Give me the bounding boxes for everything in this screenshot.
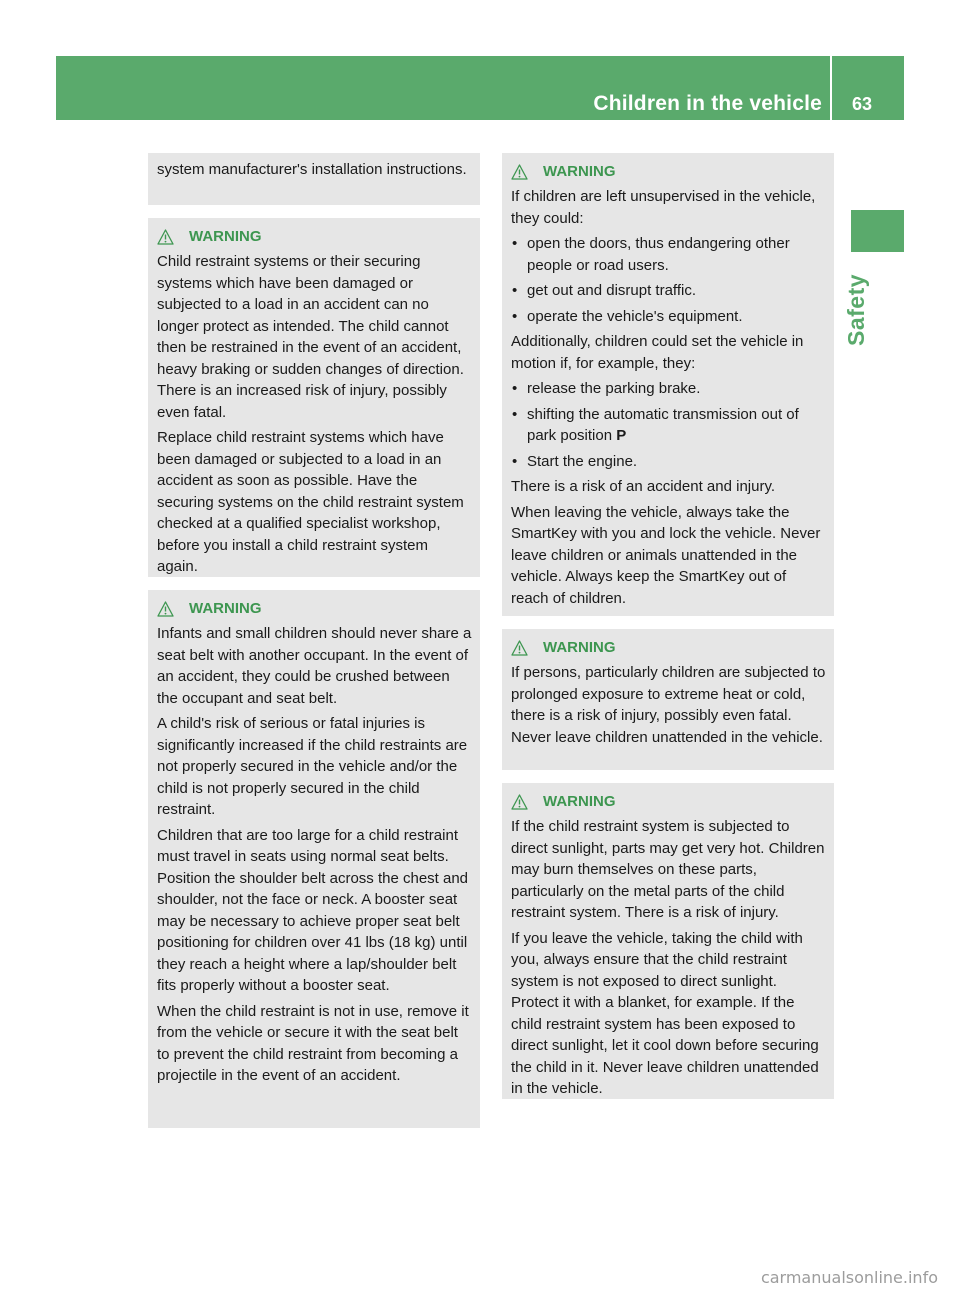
bullet-list [511,233,826,327]
warning-label: WARNING [543,163,616,181]
warning-heading [157,226,472,248]
continuation-text: system manufacturer's installation instructions. [157,161,467,178]
warning-box-unsupervised-children [502,153,834,616]
continuation-box [148,153,480,205]
warning-heading [511,637,826,659]
warning-heading [511,161,826,183]
warning-box-direct-sunlight [502,783,834,1099]
warning-paragraph: If persons, particularly children are subjected to prolonged exposure to extreme heat or cold, there is a risk of injury, possibly even fatal. Never leave children unattended in the vehicle. [511,664,826,746]
warning-paragraph: When the child restraint is not in use, remove it from the vehicle or secure it with the seat belt to prevent the child restraint from becoming a projectile in the event of an accident. [157,1002,469,1084]
list-item-text: shifting the automatic transmission out of park position [527,405,799,444]
warning-paragraph: If children are left unsupervised in the vehicle, they could: [511,188,816,227]
side-tab-label: Safety [843,273,869,346]
warning-triangle-icon [511,794,528,810]
page-header [56,56,904,120]
list-item [511,404,826,447]
warning-paragraph: A child's risk of serious or fatal injuries is significantly increased if the child restraints are not properly secured in the vehicle and/or the child is not properly secured in the child restraint. [157,715,468,818]
warning-paragraph: Infants and small children should never share a seat belt with another occupant. In the event of an accident, they could be crushed between the occupant and seat belt. [157,625,472,707]
warning-label: WARNING [189,228,262,246]
warning-heading [511,791,826,813]
list-item: • operate the vehicle's equipment. [511,306,826,328]
warning-label: WARNING [189,600,262,618]
warning-paragraph: When leaving the vehicle, always take the SmartKey with you and lock the vehicle. Never leave children or animals unattended in the vehicle. Always keep the SmartKey out of reach of children. [511,503,821,607]
warning-paragraph: Replace child restraint systems which have been damaged or subjected to a load in an accident as soon as possible. Have the securing systems on the child restraint system checked at a qualified specialist workshop, before you install a child restraint system again. [157,429,464,575]
warning-heading [157,598,472,620]
side-tab-marker [851,210,904,252]
warning-triangle-icon [511,640,528,656]
warning-box-extreme-temperature [502,629,834,770]
warning-label: WARNING [543,639,616,657]
warning-box-seat-belt-sharing [148,590,480,1128]
warning-triangle-icon [157,229,174,245]
warning-paragraph: There is a risk of an accident and injury. [511,478,776,495]
warning-label: WARNING [543,793,616,811]
list-item: • get out and disrupt traffic. [511,280,826,302]
list-item: • release the parking brake. [511,378,826,400]
list-item: • Start the engine. [511,451,826,473]
warning-box-damaged-restraints [148,218,480,577]
warning-paragraph: Children that are too large for a child restraint must travel in seats using normal seat belts. Position the shoulder belt across the chest and shoulder, not the face or neck. A booster seat may be necessary to achieve proper seat belt positioning for children over 41 lbs (18 kg) until they reach a height where a lap/shoulder belt fits properly without a booster seat. [157,826,469,994]
section-title: Children in the vehicle [593,92,822,115]
warning-triangle-icon [511,164,528,180]
warning-paragraph: If you leave the vehicle, taking the child with you, always ensure that the child restraint system is not exposed to direct sunlight. Protect it with a blanket, for example. If the child restraint system has been exposed to direct sunlight, let it cool down before securing the child in it. Never leave children unattended in the vehicle. [511,929,819,1097]
warning-paragraph: Child restraint systems or their securing systems which have been damaged or subjected to a load in an accident can no longer protect as intended. The child cannot then be restrained in the event of an accident, heavy braking or sudden changes of direction. There is an increased risk of injury, possibly even fatal. [157,253,464,421]
bullet-list [511,378,826,472]
warning-paragraph: Additionally, children could set the vehicle in motion if, for example, they: [511,333,804,372]
header-divider [830,56,832,120]
warning-paragraph: If the child restraint system is subjected to direct sunlight, parts may get very hot. Children may burn themselves on these parts, particularly on the metal parts of the child restraint system. There is a risk of injury. [511,818,825,921]
list-item: • open the doors, thus endangering other people or road users. [511,233,826,276]
park-position-letter: P [616,427,627,444]
page-number: 63 [851,94,872,114]
watermark: carmanualsonline.info [760,1268,938,1287]
warning-triangle-icon [157,601,174,617]
